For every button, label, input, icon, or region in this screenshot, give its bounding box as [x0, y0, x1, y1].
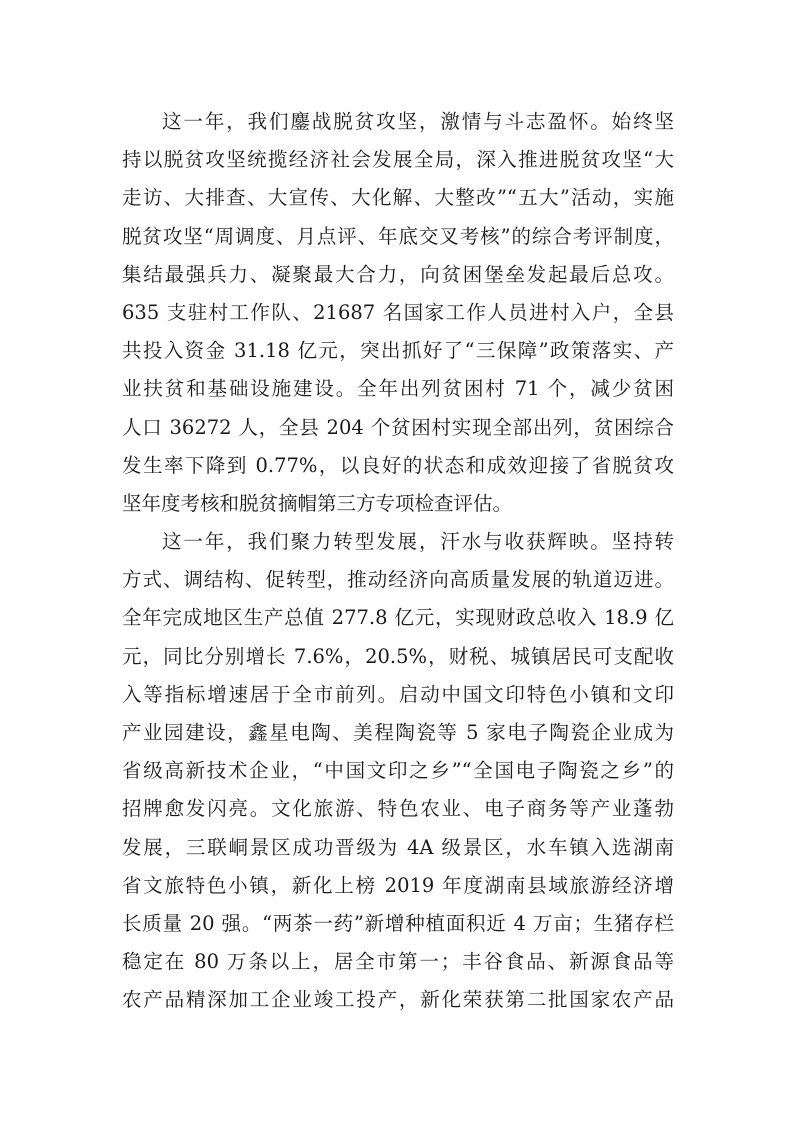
text-line: 脱贫攻坚“周调度、月点评、年底交叉考核”的综合考评制度，: [122, 224, 674, 248]
text-line: 这一年，我们聚力转型发展，汗水与收获辉映。坚持转: [162, 530, 674, 554]
text-line: 坚年度考核和脱贫摘帽第三方专项检查评估。: [122, 491, 513, 515]
text-line: 发生率下降到 0.77%，以良好的状态和成效迎接了省脱贫攻: [122, 453, 674, 477]
text-line: 635 支驻村工作队、21687 名国家工作人员进村入户，全县: [122, 300, 674, 324]
paragraph-transformation-development: [122, 523, 674, 1019]
text-line: 入等指标增速居于全市前列。启动中国文印特色小镇和文印: [122, 682, 674, 706]
text-line: 持以脱贫攻坚统揽经济社会发展全局，深入推进脱贫攻坚“大: [122, 148, 674, 172]
text-line: 这一年，我们鏖战脱贫攻坚，激情与斗志盈怀。始终坚: [162, 110, 674, 133]
text-line: 共投入资金 31.18 亿元，突出抓好了“三保障”政策落实、产: [122, 339, 674, 363]
text-line: 人口 36272 人，全县 204 个贫困村实现全部出列，贫困综合: [122, 415, 674, 439]
text-line: 集结最强兵力、凝聚最大合力，向贫困堡垒发起最后总攻。: [122, 262, 674, 286]
text-line: 元，同比分别增长 7.6%，20.5%，财税、城镇居民可支配收: [122, 644, 674, 668]
text-line: 农产品精深加工企业竣工投产，新化荣获第二批国家农产品: [122, 988, 674, 1012]
body-text: [122, 103, 674, 1020]
text-line: 业扶贫和基础设施建设。全年出列贫困村 71 个，减少贫困: [122, 377, 674, 401]
text-line: 稳定在 80 万条以上，居全市第一；丰谷食品、新源食品等: [122, 950, 674, 974]
text-line: 走访、大排查、大宣传、大化解、大整改”“五大”活动，实施: [122, 186, 674, 210]
text-line: 招牌愈发闪亮。文化旅游、特色农业、电子商务等产业蓬勃: [122, 797, 674, 821]
text-line: 长质量 20 强。“两茶一药”新增种植面积近 4 万亩；生猪存栏: [122, 911, 674, 935]
text-line: 省级高新技术企业，“中国文印之乡”“全国电子陶瓷之乡”的: [122, 759, 674, 783]
text-line: 省文旅特色小镇，新化上榜 2019 年度湖南县域旅游经济增: [122, 873, 674, 897]
paragraph-poverty-alleviation: [122, 103, 674, 523]
text-line: 发展，三联峒景区成功晋级为 4A 级景区，水车镇入选湖南: [122, 835, 674, 859]
text-line: 产业园建设，鑫星电陶、美程陶瓷等 5 家电子陶瓷企业成为: [122, 721, 674, 744]
text-line: 方式、调结构、促转型，推动经济向高质量发展的轨道迈进。: [122, 568, 674, 592]
text-line: 全年完成地区生产总值 277.8 亿元，实现财政总收入 18.9 亿: [122, 606, 674, 630]
